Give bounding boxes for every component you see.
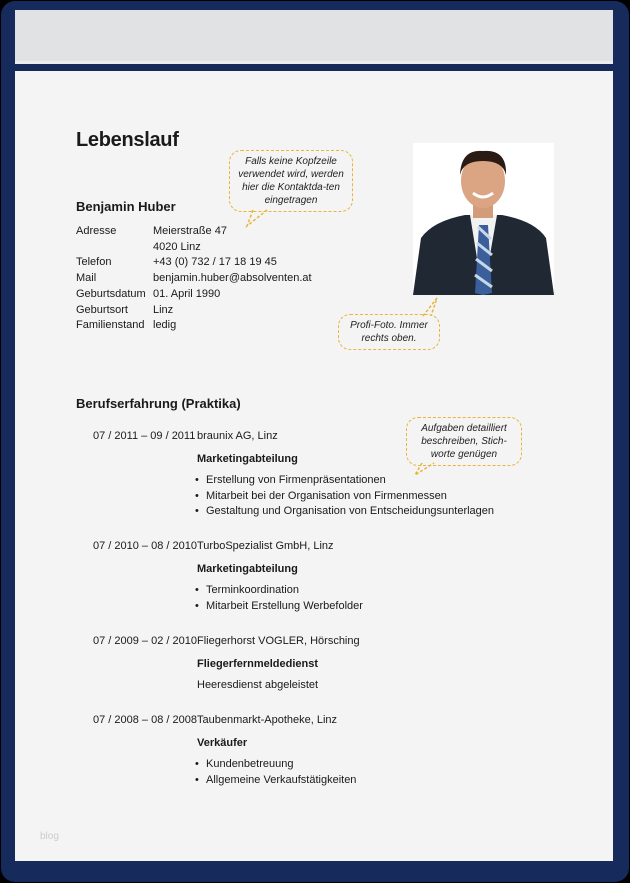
note-tasks: Aufgaben detailliert beschreiben, Stich-worte genügen [406,417,522,466]
personal-label: Geburtsdatum [76,287,146,300]
job-department: Fliegerfernmeldedienst [197,658,319,670]
job-date: 07 / 2009 – 02 / 2010 [93,635,197,647]
job-bullet: • Gestaltung und Organisation von Entscheidungsunterlagen [206,505,494,517]
job-company: braunix AG, Linz [197,430,278,442]
job-bullet: • Kundenbetreuung [206,758,293,770]
job-bullet: • Terminkoordination [206,584,299,596]
note-tasks-tail [412,461,437,477]
job-bullet: • Erstellung von Firmenpräsentationen [206,474,386,486]
job-bullet: • Allgemeine Verkaufstätigkeiten [206,774,356,786]
page-title: Lebenslauf [76,129,179,151]
job-bullet: • Mitarbeit bei der Organisation von Firmenmessen [206,490,447,502]
personal-value: benjamin.huber@absolventen.at [153,272,312,285]
note-header-tail [245,207,275,229]
job-date: 07 / 2011 – 09 / 2011 [93,430,196,442]
personal-value: Meierstraße 47 [153,225,227,237]
personal-value: 4020 Linz [153,240,201,253]
job-company: TurboSpezialist GmbH, Linz [197,540,334,552]
header-area [15,10,613,64]
personal-value: Linz [153,303,174,316]
profile-photo [413,143,554,295]
person-name: Benjamin Huber [76,199,176,214]
note-photo-tail [415,296,440,318]
job-department: Verkäufer [197,737,248,749]
note-photo: Profi-Foto. Immer rechts oben. [338,314,440,350]
job-company: Fliegerhorst VOGLER, Hörsching [197,635,360,647]
personal-label: Mail [76,272,97,285]
personal-value: +43 (0) 732 / 17 18 19 45 [153,256,277,269]
job-company: Taubenmarkt-Apotheke, Linz [197,714,338,726]
job-date: 07 / 2010 – 08 / 2010 [93,540,197,552]
personal-label: Geburtsort [76,303,128,316]
job-department: Marketingabteilung [197,453,298,465]
watermark: blog [40,831,59,842]
personal-value: ledig [153,319,177,332]
job-description: Heeresdienst abgeleistet [197,679,319,691]
job-bullet: • Mitarbeit Erstellung Werbefolder [206,600,363,612]
job-department: Marketingabteilung [197,563,298,575]
note-header: Falls keine Kopfzeile verwendet wird, werden hier die Kontaktda-ten eingetragen [229,150,353,212]
section-heading-experience: Berufserfahrung (Praktika) [76,396,241,411]
personal-label: Familienstand [76,319,145,332]
job-date: 07 / 2008 – 08 / 2008 [93,714,197,726]
personal-label: Telefon [76,256,112,269]
personal-value: 01. April 1990 [153,287,221,300]
personal-label: Adresse [76,225,117,237]
